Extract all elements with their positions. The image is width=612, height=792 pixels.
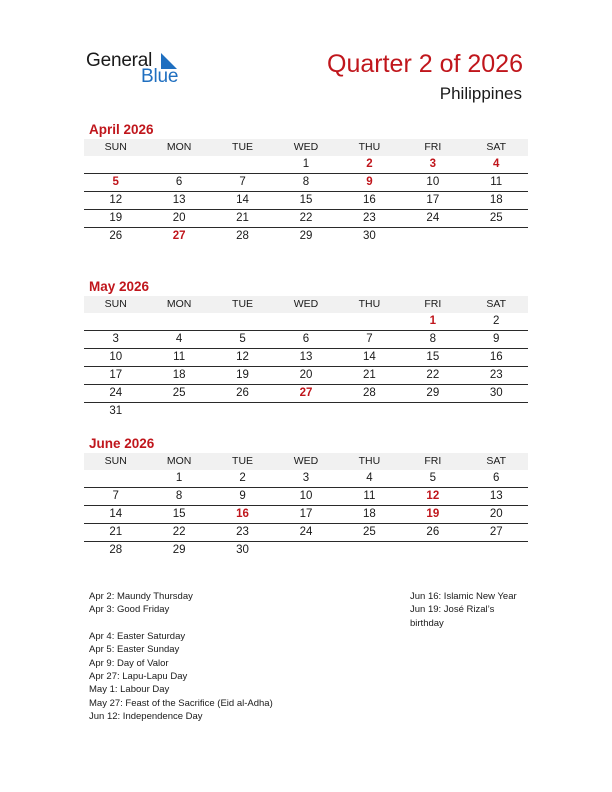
holiday-item: May 27: Feast of the Sacrifice (Eid al-Adha) [89,697,273,709]
weekday-label: FRI [424,141,442,153]
date-cell [211,403,274,421]
date-cell: 9 [493,333,500,345]
weekday-label: WED [293,455,319,467]
date-cell: 2 [239,472,246,484]
holiday-item: Apr 9: Day of Valor [89,657,169,669]
weekday-label: SUN [104,455,127,467]
date-cell: 2 [493,315,500,327]
weekday-label: SAT [486,298,507,310]
holiday-item: Jun 16: Islamic New Year [410,591,517,602]
holiday-date-cell: 1 [429,315,437,327]
date-cell: 10 [426,176,440,188]
date-cell: 22 [172,526,186,538]
holiday-item: birthday [410,617,444,629]
holiday-item: Apr 2: Maundy Thursday [89,591,193,602]
holiday-item: May 1: Labour Day [89,684,170,696]
weekday-label: THU [358,455,381,467]
date-cell [147,313,210,330]
date-cell: 21 [236,212,249,224]
date-cell [84,156,147,173]
date-cell [465,542,528,560]
generalblue-logo [86,50,196,90]
date-cell: 23 [236,526,249,538]
date-cell: 11 [490,176,503,188]
date-cell: 28 [363,387,376,399]
holiday-date-cell: 16 [236,508,249,520]
date-cell: 26 [426,526,440,538]
date-cell: 8 [175,490,183,502]
date-cell: 17 [426,194,440,206]
date-cell: 8 [429,333,437,345]
weekday-label: WED [293,298,319,310]
date-cell: 11 [363,490,376,502]
holiday-date-cell: 27 [299,387,313,399]
holiday-date-cell: 27 [172,230,186,242]
date-cell [274,542,337,560]
date-cell: 24 [426,212,440,224]
weekday-header [84,296,528,313]
date-cell: 21 [109,526,123,538]
date-cell: 17 [299,508,313,520]
date-cell: 10 [109,351,123,363]
holiday-date-cell: 4 [493,158,500,170]
week-row [84,313,528,331]
date-cell: 15 [426,351,440,363]
weekday-label: MON [166,455,192,467]
date-cell [211,313,274,330]
date-cell: 25 [172,387,186,399]
date-cell: 8 [302,176,310,188]
date-cell: 30 [236,544,249,556]
month-title: May 2026 [89,279,150,294]
date-cell: 14 [109,508,123,520]
weekday-label: MON [166,141,192,153]
date-cell [338,313,401,330]
date-cell: 20 [299,369,313,381]
week-row [84,210,528,228]
week-row [84,174,528,192]
weekday-label: TUE [232,298,254,310]
holiday-date-cell: 19 [426,508,440,520]
date-cell: 13 [299,351,313,363]
date-cell: 23 [363,212,376,224]
date-cell: 12 [236,351,249,363]
holiday-item: Apr 5: Easter Sunday [89,644,180,656]
date-cell: 7 [239,176,246,188]
date-cell: 4 [175,333,183,345]
date-cell: 7 [366,333,373,345]
week-row [84,331,528,349]
date-cell: 5 [239,333,246,345]
holiday-item: Apr 27: Lapu-Lapu Day [89,671,188,683]
date-cell: 1 [175,472,183,484]
week-row [84,403,528,421]
date-cell: 1 [302,158,310,170]
date-cell: 25 [489,212,503,224]
week-row [84,506,528,524]
date-cell: 9 [239,490,246,502]
date-cell [211,156,274,173]
date-cell: 14 [236,194,249,206]
date-cell: 30 [363,230,376,242]
week-row [84,488,528,506]
holiday-date-cell: 2 [366,158,373,170]
date-cell: 7 [112,490,119,502]
date-cell [338,542,401,560]
weekday-label: SAT [486,141,507,153]
holiday-item: Jun 12: Independence Day [89,711,203,723]
date-cell: 27 [489,526,503,538]
date-cell: 30 [489,387,503,399]
holiday-list-right [410,590,517,630]
weekday-label: SAT [486,455,507,467]
date-cell: 12 [109,194,123,206]
holiday-date-cell: 9 [366,176,373,188]
week-row [84,349,528,367]
date-cell: 13 [489,490,503,502]
date-cell: 6 [302,333,310,345]
date-cell: 18 [489,194,503,206]
date-cell [274,313,337,330]
week-row [84,524,528,542]
date-cell [147,156,210,173]
date-cell: 29 [299,230,313,242]
date-cell: 19 [236,369,249,381]
date-cell [84,313,147,330]
date-cell: 20 [489,508,503,520]
logo-word-general: General [86,50,153,71]
date-cell: 29 [426,387,440,399]
date-cell [401,542,464,560]
logo-word-blue: Blue [141,66,179,87]
holiday-item: Jun 19: José Rizal’s [410,604,495,616]
date-cell: 15 [299,194,313,206]
list-spacer [89,617,273,630]
date-cell: 22 [299,212,313,224]
date-cell: 29 [172,544,186,556]
month-title: June 2026 [89,436,155,451]
month-calendar [84,278,528,421]
holiday-item: Apr 3: Good Friday [89,604,170,616]
holiday-item: Apr 4: Easter Saturday [89,630,186,642]
date-cell [401,403,464,421]
date-cell [338,403,401,421]
page-title: Quarter 2 of 2026 [327,50,523,78]
week-row [84,192,528,210]
holiday-date-cell: 5 [112,176,119,188]
date-cell: 3 [112,333,119,345]
weekday-label: FRI [424,298,442,310]
weekday-label: WED [293,141,319,153]
date-cell: 16 [489,351,503,363]
date-cell: 10 [299,490,313,502]
month-title: April 2026 [89,122,154,137]
date-cell [465,228,528,246]
date-cell: 20 [172,212,186,224]
date-cell: 18 [363,508,376,520]
date-cell: 6 [175,176,183,188]
month-calendar [84,121,528,246]
date-cell [147,403,210,421]
week-row [84,542,528,560]
holiday-list-left [89,590,273,724]
weekday-label: THU [358,141,381,153]
weekday-label: TUE [232,455,254,467]
date-cell: 26 [109,230,123,242]
week-row [84,228,528,246]
date-cell: 19 [109,212,123,224]
date-cell: 18 [172,369,186,381]
date-cell [84,470,147,487]
week-row [84,385,528,403]
date-cell [274,403,337,421]
date-cell: 31 [109,405,123,417]
date-cell: 24 [109,387,123,399]
date-cell: 17 [109,369,123,381]
date-cell: 6 [493,472,500,484]
date-cell: 24 [299,526,313,538]
date-cell: 28 [109,544,123,556]
week-row [84,156,528,174]
month-calendar [84,435,528,560]
weekday-label: SUN [104,298,127,310]
weekday-header [84,453,528,470]
weekday-label: MON [166,298,192,310]
weekday-label: SUN [104,141,127,153]
week-row [84,470,528,488]
weekday-label: FRI [424,455,442,467]
date-cell: 23 [489,369,503,381]
country-name: Philippines [439,84,522,103]
date-cell: 26 [236,387,249,399]
date-cell: 22 [426,369,440,381]
holiday-date-cell: 3 [429,158,437,170]
date-cell: 3 [302,472,310,484]
date-cell [465,403,528,421]
date-cell: 28 [236,230,249,242]
date-cell: 15 [172,508,186,520]
date-cell: 25 [363,526,376,538]
date-cell: 16 [363,194,376,206]
weekday-label: TUE [232,141,254,153]
date-cell: 21 [363,369,376,381]
date-cell: 11 [173,351,186,363]
week-row [84,367,528,385]
date-cell: 5 [429,472,437,484]
date-cell [401,228,464,246]
date-cell: 13 [172,194,186,206]
date-cell: 4 [366,472,373,484]
date-cell: 14 [363,351,376,363]
weekday-label: THU [358,298,381,310]
holiday-date-cell: 12 [426,490,440,502]
weekday-header [84,139,528,156]
